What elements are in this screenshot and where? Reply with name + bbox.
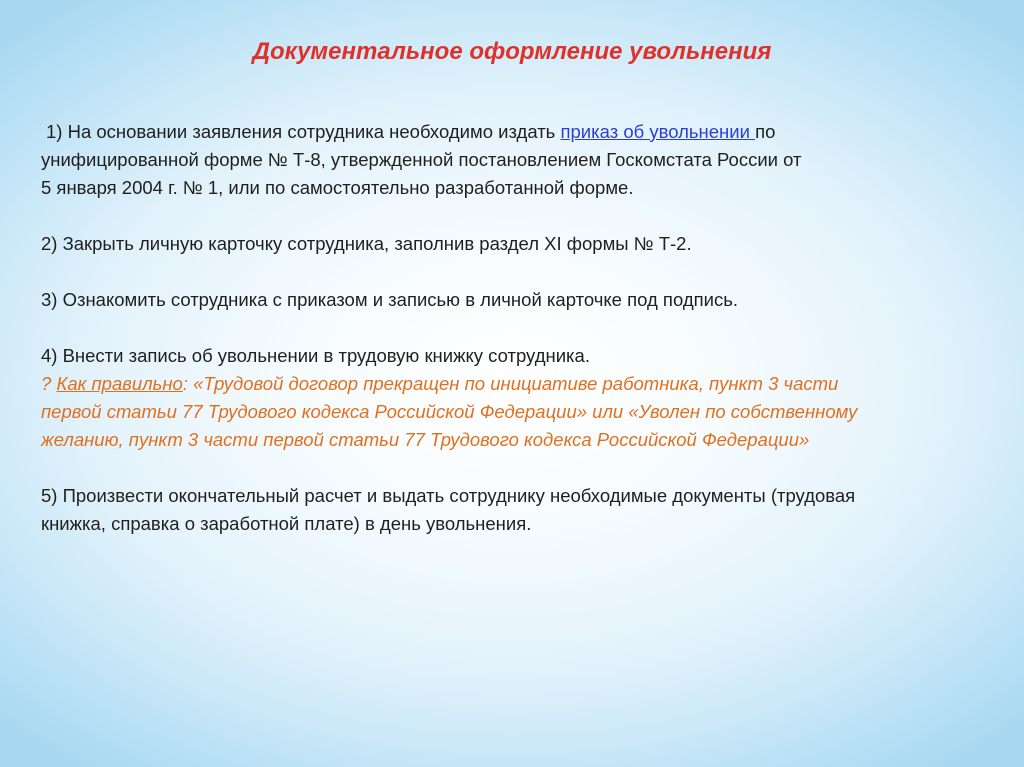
spacer: [41, 202, 986, 230]
note-colon: :: [182, 373, 188, 394]
item-5-line-1: 5) Произвести окончательный расчет и выдать сотруднику необходимые документы (трудовая: [41, 485, 856, 506]
item-4-note-line-1: [41, 370, 986, 398]
item-1-after-link: по: [755, 121, 776, 142]
slide-title: Документальное оформление увольнения: [252, 38, 772, 65]
item-2: 2) Закрыть личную карточку сотрудника, заполнив раздел XI формы № Т-2.: [41, 233, 692, 254]
item-1-line-3: 5 января 2004 г. № 1, или по самостоятельно разработанной форме.: [41, 177, 634, 198]
item-4-note-line-3: желанию, пункт 3 части первой статьи 77 Трудового кодекса Российской Федерации»: [41, 429, 810, 450]
slide-content: [41, 118, 986, 538]
item-1-line-1: [41, 118, 986, 146]
spacer: [41, 454, 986, 482]
item-1-prefix: 1) На основании заявления сотрудника необходимо издать: [46, 121, 561, 142]
item-5-line-2: книжка, справка о заработной плате) в день увольнения.: [41, 513, 532, 534]
item-4: 4) Внести запись об увольнении в трудовую книжку сотрудника.: [41, 345, 590, 366]
spacer: [41, 314, 986, 342]
note-text-1: «Трудовой договор прекращен по инициативе работника, пункт 3 части: [187, 373, 839, 394]
note-question-mark: ?: [41, 373, 57, 394]
how-correct-label: Как правильно: [56, 373, 183, 394]
spacer: [41, 258, 986, 286]
item-4-note-line-2: первой статьи 77 Трудового кодекса Российской Федерации» или «Уволен по собственному: [41, 401, 858, 422]
dismissal-order-link[interactable]: приказ об увольнении: [560, 121, 756, 142]
item-3: 3) Ознакомить сотрудника с приказом и записью в личной карточке под подпись.: [41, 289, 739, 310]
item-1-line-2: унифицированной форме № Т-8, утвержденной постановлением Госкомстата России от: [41, 149, 802, 170]
